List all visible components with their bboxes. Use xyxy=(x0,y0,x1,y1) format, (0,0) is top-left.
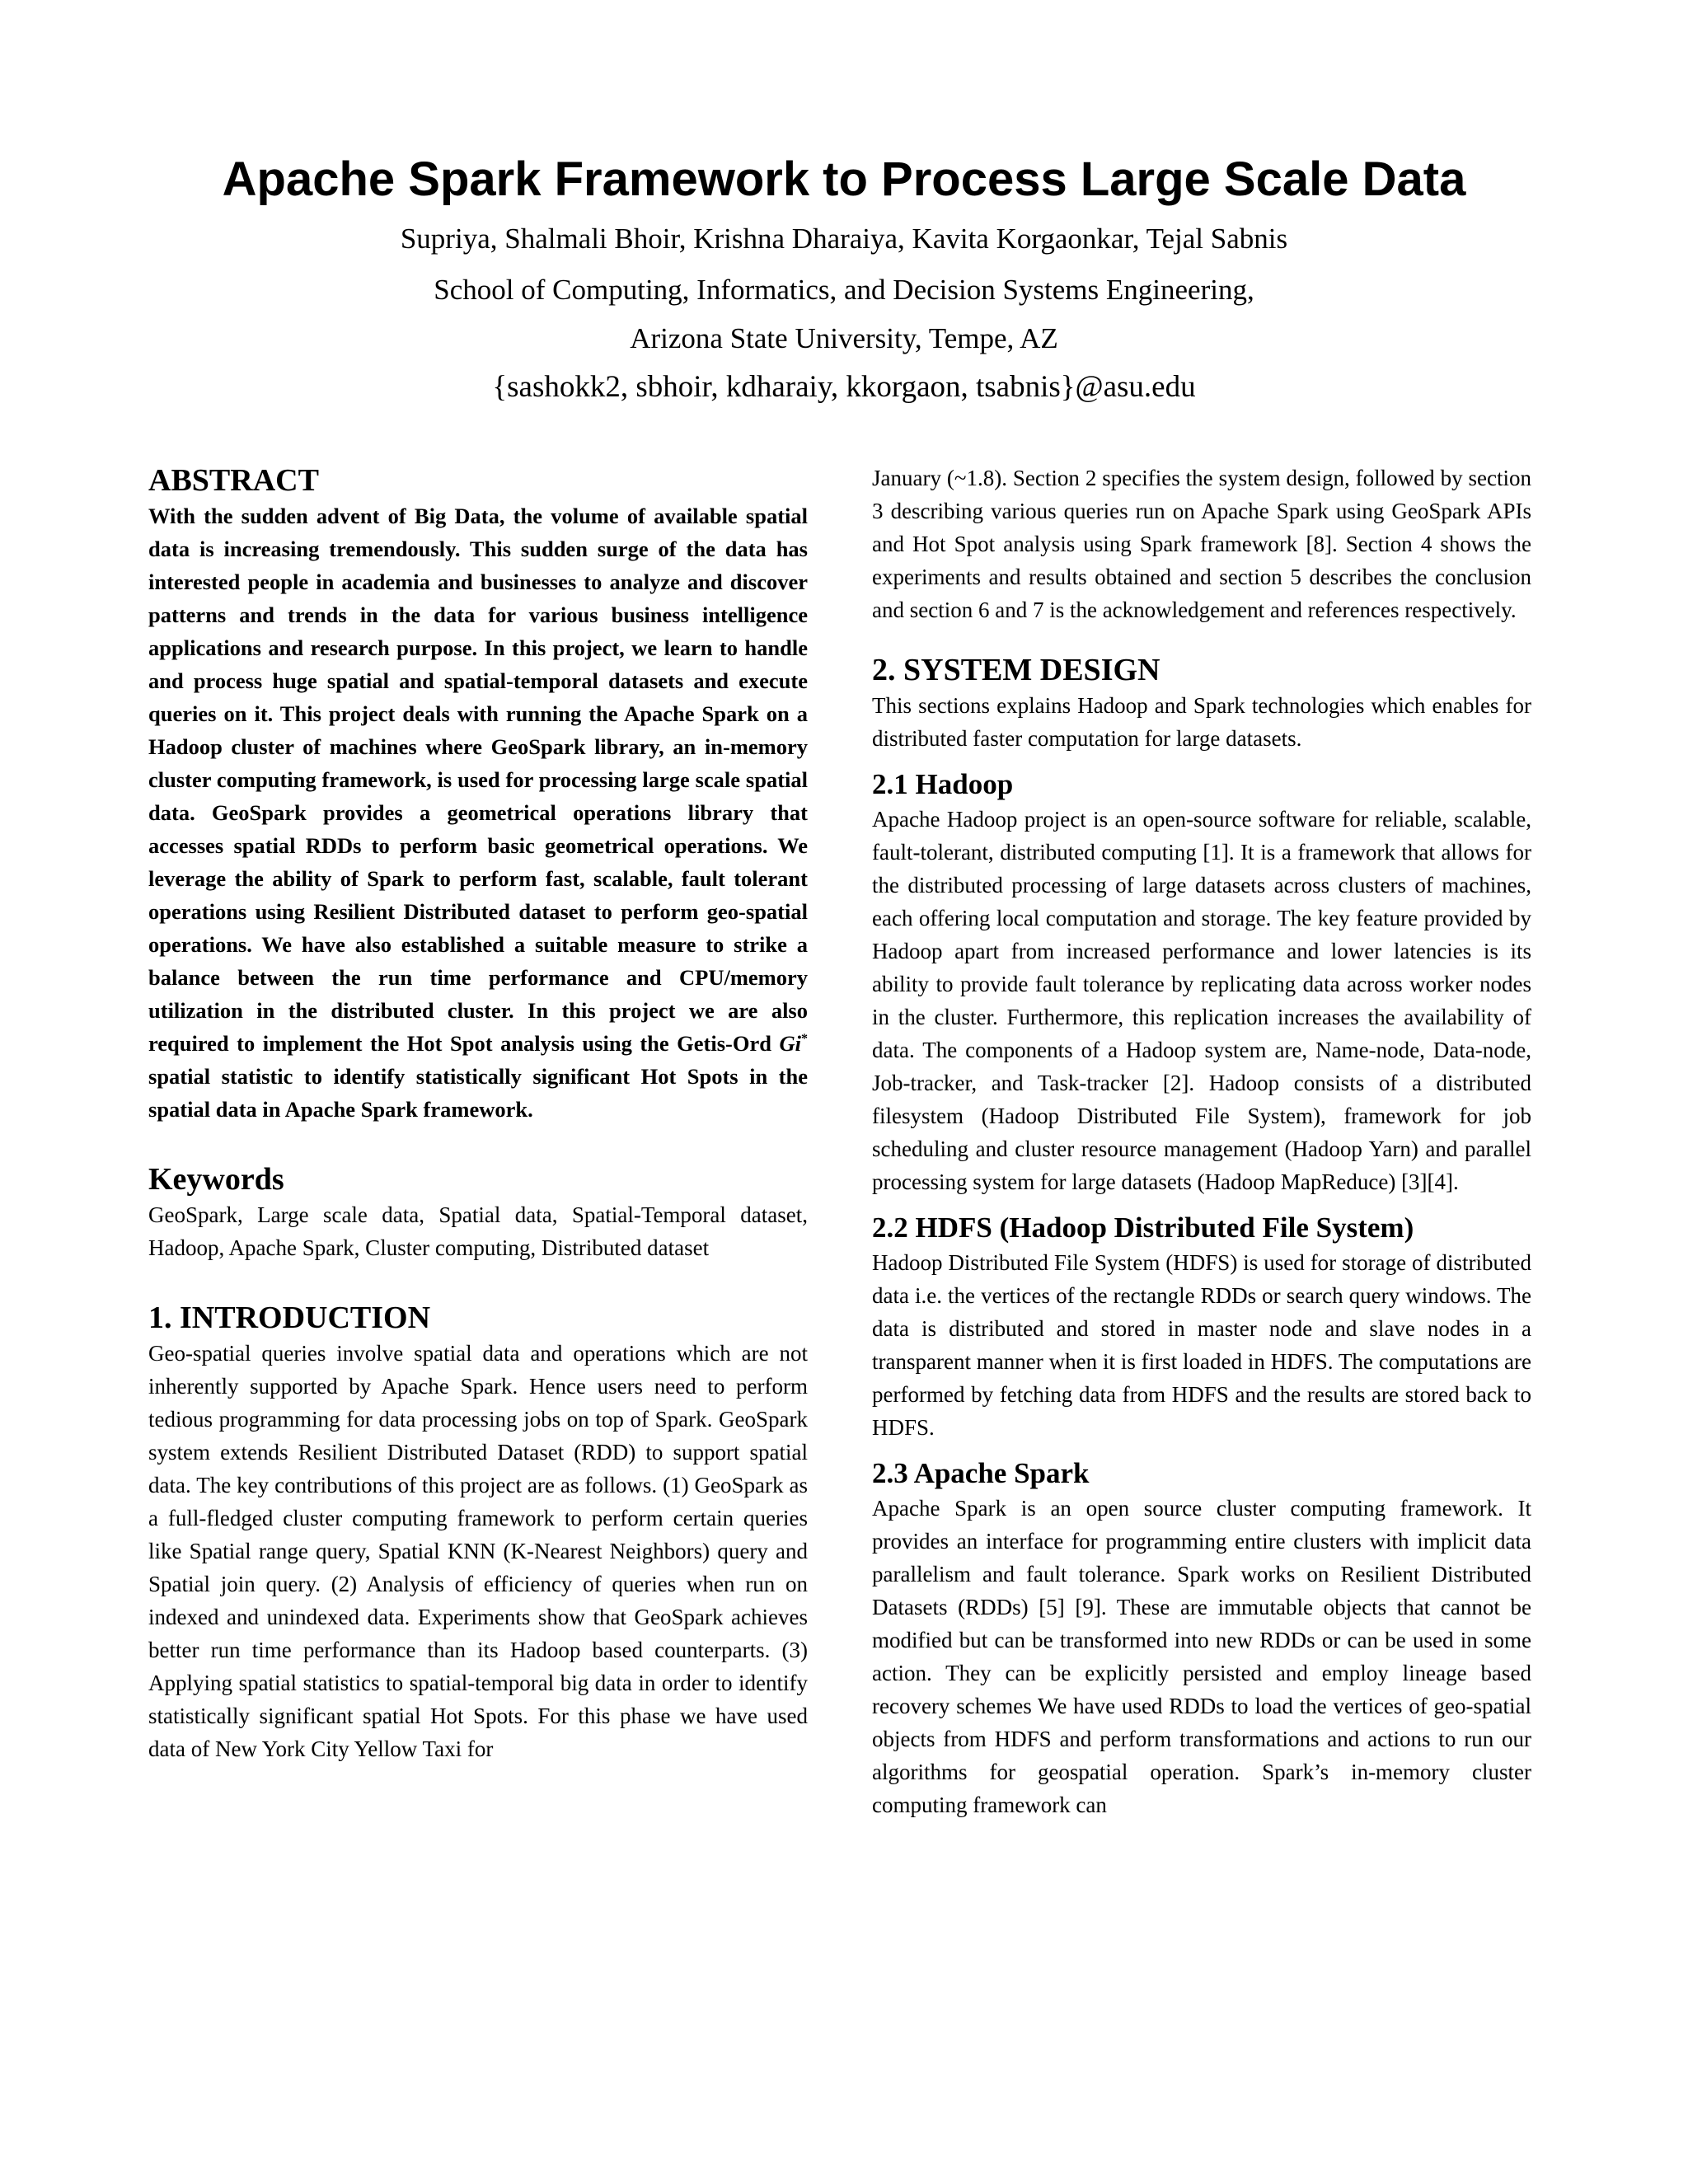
system-design-text: This sections explains Hadoop and Spark technologies which enables for distributed faster computation for large datasets. xyxy=(872,693,1531,751)
affiliation: School of Computing, Informatics, and Decision Systems Engineering, xyxy=(434,274,1254,306)
spark-heading: 2.3 Apache Spark xyxy=(872,1457,1090,1489)
left-column xyxy=(148,462,808,1765)
university: Arizona State University, Tempe, AZ xyxy=(630,322,1058,354)
gi-superscript: * xyxy=(801,1032,808,1047)
introduction-text: Geo-spatial queries involve spatial data and operations which are not inherently supported by Apache Spark. Hence users need to perform tedious programming for data processing jobs on top of Spark. GeoSpark system extends Resilient Distributed Dataset (RDD) to support spatial data. The key contributions of this project are as follows. (1) GeoSpark as a full-fledged cluster computing framework to perform certain queries like Spatial range query, Spatial KNN (K-Nearest Neighbors) query and Spatial join query. (2) Analysis of efficiency of queries when run on indexed and unindexed data. Experiments show that GeoSpark achieves better run time performance than its Hadoop based counterparts. (3) Applying spatial statistics to spatial-temporal big data in order to identify statistically significant spatial Hot Spots. For this phase we have used data of New York City Yellow Taxi for xyxy=(148,1341,808,1761)
author-emails: {sashokk2, sbhoir, kdharaiy, kkorgaon, tsabnis}@asu.edu xyxy=(492,370,1196,404)
abstract-text-part2: spatial statistic to identify statistically significant Hot Spots in the spatial data in Apache Spark framework. xyxy=(148,1064,808,1122)
abstract-heading: ABSTRACT xyxy=(148,463,319,498)
keywords-heading: Keywords xyxy=(148,1162,284,1197)
system-design-heading: 2. SYSTEM DESIGN xyxy=(872,653,1160,687)
gi-symbol: Gi xyxy=(779,1031,801,1056)
author-list: Supriya, Shalmali Bhoir, Krishna Dharaiya, Kavita Korgaonkar, Tejal Sabnis xyxy=(400,223,1288,255)
paper-title: Apache Spark Framework to Process Large Scale Data xyxy=(222,152,1466,206)
hdfs-heading: 2.2 HDFS (Hadoop Distributed File System) xyxy=(872,1212,1414,1244)
introduction-continued-text: January (~1.8). Section 2 specifies the system design, followed by section 3 describing various queries run on Apache Spark using GeoSpark APIs and Hot Spot analysis using Spark framework [8]. Section 4 shows the experiments and results obtained and section 5 describes the conclusion and section 6 and 7 is the acknowledgement and references respectively. xyxy=(872,466,1531,622)
spark-text: Apache Spark is an open source cluster computing framework. It provides an interface for programming entire clusters with implicit data parallelism and fault tolerance. Spark works on Resilient Distributed Datasets (RDDs) [5] [9]. These are immutable objects that cannot be modified but can be transformed into new RDDs or can be used in some action. They can be explicitly persisted and employ lineage based recovery schemes We have used RDDs to load the vertices of geo-spatial objects from HDFS and perform transformations and actions to run our algorithms for geospatial operation. Spark’s in-memory cluster computing framework can xyxy=(872,1496,1531,1817)
right-column xyxy=(872,462,1531,1821)
hdfs-text: Hadoop Distributed File System (HDFS) is used for storage of distributed data i.e. the vertices of the rectangle RDDs or search query windows. The data is distributed and stored in master node and slave nodes in a transparent manner when it is first loaded in HDFS. The computations are performed by fetching data from HDFS and the results are stored back to HDFS. xyxy=(872,1250,1531,1440)
introduction-heading: 1. INTRODUCTION xyxy=(148,1301,431,1335)
abstract-text-part1: With the sudden advent of Big Data, the volume of available spatial data is increasing tremendously. This sudden surge of the data has interested people in academia and businesses to analyze and discover patterns and trends in the data for various business intelligence applications and research purpose. In this project, we learn to handle and process huge spatial and spatial-temporal datasets and execute queries on it. This project deals with running the Apache Spark on a Hadoop cluster of machines where GeoSpark library, an in-memory cluster computing framework, is used for processing large scale spatial data. GeoSpark provides a geometrical operations library that accesses spatial RDDs to perform basic geometrical operations. We leverage the ability of Spark to perform fast, scalable, fault tolerant operations using Resilient Distributed dataset to perform geo-spatial operations. We have also established a suitable measure to strike a balance between the run time performance and CPU/memory utilization in the distributed cluster. In this project we are also required to implement the Hot Spot analysis using the Getis-Ord xyxy=(148,504,808,1056)
keywords-text: GeoSpark, Large scale data, Spatial data, Spatial-Temporal dataset, Hadoop, Apache Spark, Cluster computing, Distributed dataset xyxy=(148,1202,808,1260)
hadoop-heading: 2.1 Hadoop xyxy=(872,768,1014,800)
abstract-text xyxy=(148,499,808,1126)
hadoop-text: Apache Hadoop project is an open-source software for reliable, scalable, fault-tolerant, distributed computing [1]. It is a framework that allows for the distributed processing of large datasets across clusters of machines, each offering local computation and storage. The key feature provided by Hadoop apart from increased performance and lower latencies is its ability to provide fault tolerance by replicating data across worker nodes in the cluster. Furthermore, this replication increases the availability of data. The components of a Hadoop system are, Name-node, Data-node, Job-tracker, and Task-tracker [2]. Hadoop consists of a distributed filesystem (Hadoop Distributed File System), framework for job scheduling and cluster resource management (Hadoop Yarn) and parallel processing system for large datasets (Hadoop MapReduce) [3][4]. xyxy=(872,807,1531,1194)
